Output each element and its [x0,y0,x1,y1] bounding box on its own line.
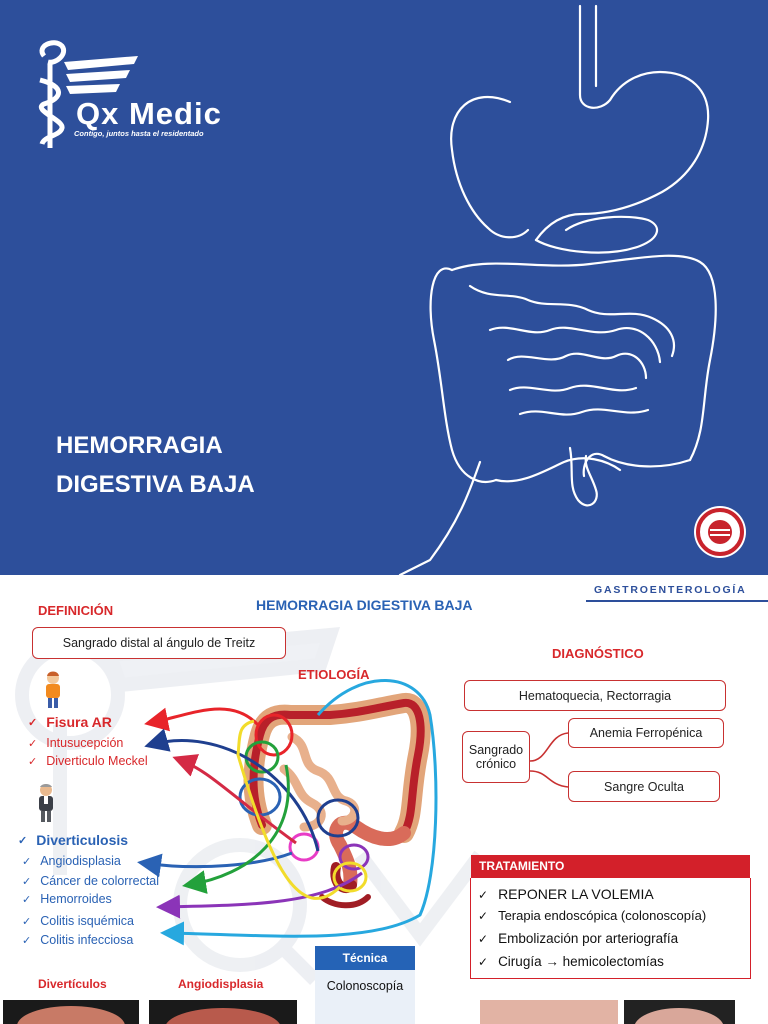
checkmark-icon: ✓ [28,716,38,729]
etiologia-elderly-item: ✓ Colitis infecciosa [22,933,134,947]
diverticulos-label: Divertículos [38,977,107,991]
etiologia-heading: ETIOLOGÍA [298,667,370,682]
definicion-text: Sangrado distal al ángulo de Treitz [62,636,256,650]
checkmark-icon: ✓ [28,737,38,750]
etiologia-elderly-item: ✓ Angiodisplasia [22,854,121,868]
sangrado-cronico-text: Sangrado crónico [468,743,524,771]
connector-line [530,771,568,787]
cover-title-line1: HEMORRAGIA [56,432,223,459]
etiologia-young-item: ✓ Intusucepción [28,736,124,750]
sangrado-cronico-box [462,731,530,783]
specialty-label: GASTROENTEROLOGÍA [594,584,747,596]
checkmark-icon: ✓ [22,875,32,888]
checkmark-icon: ✓ [478,932,489,946]
tratamiento-heading: TRATAMIENTO [471,855,750,878]
etiologia-elderly-item: ✓ Cáncer de colorrectal [22,874,160,888]
iso-9001-badge [694,506,746,558]
anemia-text: Anemia Ferropénica [589,726,703,740]
checkmark-icon: ✓ [22,893,32,906]
tratamiento-item: ✓ REPONER LA VOLEMIA [478,886,654,902]
checkmark-icon: ✓ [22,915,32,928]
anemia-box [568,718,724,748]
sangre-oculta-box [568,771,720,802]
arrow-angiodisplasia [143,853,292,867]
summary-sheet [0,575,768,1024]
etiologia-young-item: ✓ Diverticulo Meckel [28,754,148,768]
checkmark-icon: ✓ [478,955,489,969]
checkmark-icon: ✓ [18,834,28,847]
checkmark-icon: ✓ [478,888,489,902]
angiodisplasia-label: Angiodisplasia [178,977,264,991]
angiodisplasia-endoscopy-image [149,1000,297,1024]
brand-name: Qx Medic [76,96,222,131]
sheet-title: HEMORRAGIA DIGESTIVA BAJA [256,597,473,613]
sangre-oculta-text: Sangre Oculta [604,779,684,794]
cover-title-line2: DIGESTIVA BAJA [56,471,255,498]
tratamiento-item: ✓ Cirugía → hemicolectomías [478,954,664,969]
tecnica-value: Colonoscopía [326,979,404,993]
checkmark-icon: ✓ [22,855,32,868]
checkmark-icon: ✓ [22,934,32,947]
tratamiento-item: ✓ Terapia endoscópica (colonoscopía) [478,908,707,923]
diagnostico-heading: DIAGNÓSTICO [552,646,644,661]
diagnostico-main-box [464,680,726,711]
iso-badge-icon [694,506,746,558]
brand-tagline: Contigo, juntos hasta el residentado [74,129,204,138]
checkmark-icon: ✓ [28,755,38,768]
etiologia-elderly-item: ✓ Colitis isquémica [22,914,134,928]
endoscopy-image-right-1 [480,1000,618,1024]
definicion-heading: DEFINICIÓN [38,603,114,618]
checkmark-icon: ✓ [478,909,489,923]
etiologia-young-item: ✓ Fisura AR [28,714,112,730]
digestive-tract-outline-icon [360,0,768,575]
tecnica-heading: Técnica [315,946,415,970]
diverticulos-endoscopy-image [3,1000,139,1024]
endoscopy-image-right-2 [624,1000,735,1024]
etiologia-elderly-item: ✓ Hemorroides [22,892,112,906]
diagnostico-main-text: Hematoquecia, Rectorragia [518,688,672,703]
connector-line [530,733,568,761]
arrow-fisura [150,709,258,725]
tratamiento-item: ✓ Embolización por arteriografía [478,931,679,946]
etiologia-elderly-item: ✓ Diverticulosis [18,832,129,848]
